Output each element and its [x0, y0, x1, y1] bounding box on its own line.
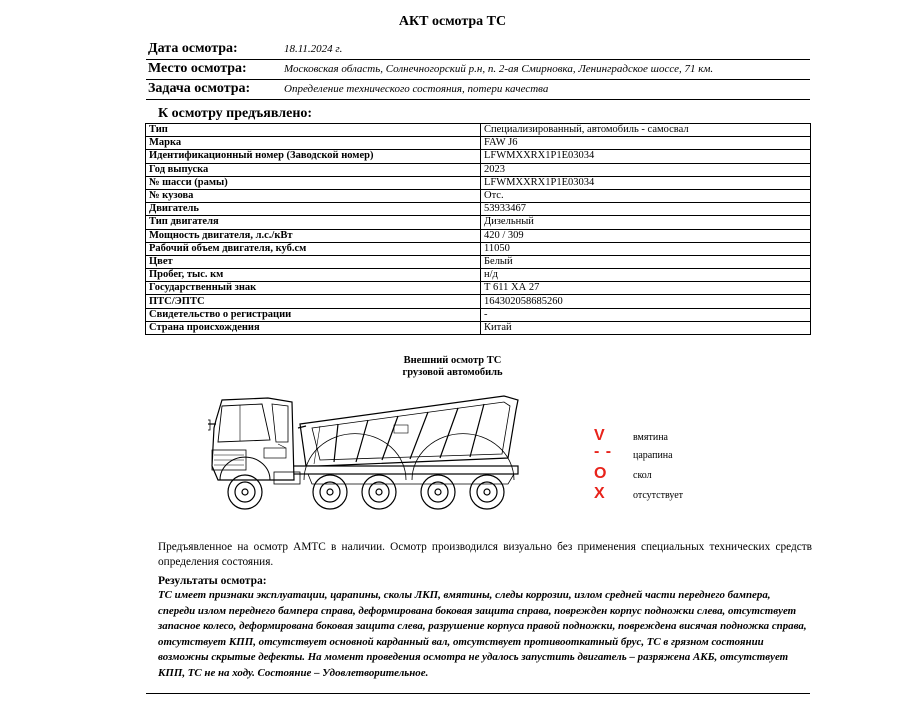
spec-key: Двигатель: [146, 203, 481, 216]
scratch-symbol: - -: [594, 443, 613, 460]
dent-symbol: V: [594, 427, 605, 444]
spec-key: Государственный знак: [146, 282, 481, 295]
spec-key: ПТС/ЭПТС: [146, 295, 481, 308]
place-value: Московская область, Солнечногорский р.н, п. 2-ая Смирновка, Ленинградское шоссе, 71 км.: [284, 63, 714, 75]
spec-row: [146, 242, 811, 255]
spec-row: [146, 255, 811, 268]
spec-value: 11050: [481, 242, 811, 255]
chip-symbol: O: [594, 465, 607, 482]
dent-label: вмятина: [633, 432, 668, 443]
spec-key: № шасси (рамы): [146, 176, 481, 189]
task-label: Задача осмотра:: [148, 81, 251, 96]
missing-label: отсутствует: [633, 490, 684, 501]
spec-key: Идентификационный номер (Заводской номер): [146, 150, 481, 163]
chip-label: скол: [633, 470, 652, 481]
spec-key: Мощность двигателя, л.с./кВт: [146, 229, 481, 242]
header-row-place: [146, 60, 810, 80]
spec-key: Рабочий объем двигателя, куб.см: [146, 242, 481, 255]
date-value: 18.11.2024 г.: [284, 43, 343, 55]
spec-row: [146, 229, 811, 242]
spec-row: [146, 189, 811, 202]
spec-value: н/д: [481, 269, 811, 282]
spec-row: [146, 203, 811, 216]
header-row-date: [146, 40, 810, 60]
place-label: Место осмотра:: [148, 61, 247, 76]
spec-row: [146, 308, 811, 321]
spec-row: [146, 269, 811, 282]
section-title: К осмотру предъявлено:: [158, 106, 313, 121]
spec-value: Дизельный: [481, 216, 811, 229]
spec-value: -: [481, 308, 811, 321]
spec-key: Тип двигателя: [146, 216, 481, 229]
dump-truck-diagram: [208, 388, 548, 518]
spec-value: 2023: [481, 163, 811, 176]
results-text: ТС имеет признаки эксплуатации, царапины, сколы ЛКП, вмятины, следы коррозии, излом средней части переднего бампера, спереди излом переднего бампера справа, деформирована боковая защита справа, поврежден корпус подножки слева, отсутствует запасное колесо, деформирована боковая защита слева, разрушение корпуса правой подножки, повреждена висячая подножка справа, отсутствует КПП, отсутствует основной карданный вал, отсутствует противооткатный брус, ТС в грязном состоянии возможны скрытые дефекты. На момент проведения осмотра не удалось запустить двигатель – разряжена АКБ, отсутствует КПП, ТС не на ходу. Состояние – Удовлетворительное.: [158, 589, 807, 679]
spec-value: Т 611 ХА 27: [481, 282, 811, 295]
spec-key: Тип: [146, 124, 481, 137]
document-title: АКТ осмотра ТС: [398, 14, 507, 29]
spec-row: [146, 163, 811, 176]
missing-symbol: X: [594, 485, 605, 502]
task-value: Определение технического состояния, потери качества: [284, 83, 549, 95]
spec-row: [146, 282, 811, 295]
spec-key: Цвет: [146, 255, 481, 268]
spec-row: [146, 321, 811, 334]
spec-row: [146, 124, 811, 137]
spec-key: Пробег, тыс. км: [146, 269, 481, 282]
presentation-paragraph: Предъявленное на осмотр АМТС в наличии. Осмотр производился визуально без применения специальных технических средств определения состояния.: [158, 541, 812, 568]
spec-value: Отс.: [481, 189, 811, 202]
date-label: Дата осмотра:: [148, 41, 238, 56]
spec-value: LFWMXXRX1P1E03034: [481, 176, 811, 189]
exterior-subtitle: грузовой автомобиль: [402, 367, 503, 378]
spec-value: 420 / 309: [481, 229, 811, 242]
header-row-task: [146, 80, 810, 100]
exterior-title: Внешний осмотр ТС: [403, 355, 502, 366]
spec-key: Марка: [146, 137, 481, 150]
spec-value: Специализированный, автомобиль - самосвал: [481, 124, 811, 137]
spec-value: FAW J6: [481, 137, 811, 150]
scratch-label: царапина: [633, 450, 673, 461]
spec-key: Свидетельство о регистрации: [146, 308, 481, 321]
spec-key: Год выпуска: [146, 163, 481, 176]
spec-value: LFWMXXRX1P1E03034: [481, 150, 811, 163]
spec-row: [146, 150, 811, 163]
spec-row: [146, 216, 811, 229]
spec-row: [146, 176, 811, 189]
results-title: Результаты осмотра:: [158, 575, 267, 587]
spec-row: [146, 137, 811, 150]
spec-key: Страна происхождения: [146, 321, 481, 334]
spec-key: № кузова: [146, 189, 481, 202]
spec-value: Белый: [481, 255, 811, 268]
spec-value: 164302058685260: [481, 295, 811, 308]
bottom-divider: [146, 693, 810, 694]
spec-row: [146, 295, 811, 308]
spec-value: Китай: [481, 321, 811, 334]
spec-value: 53933467: [481, 203, 811, 216]
spec-table: [145, 123, 811, 335]
